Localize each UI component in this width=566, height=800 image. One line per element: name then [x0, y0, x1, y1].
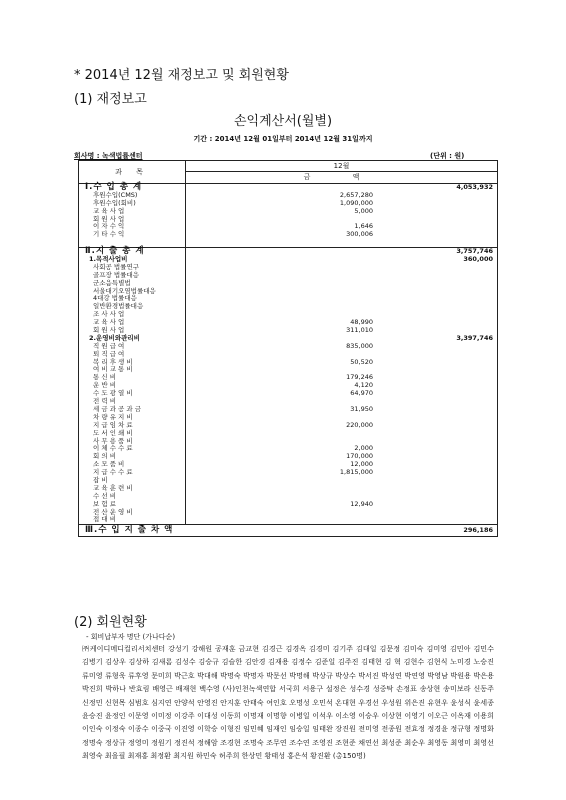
row-label: 수 도 광 열 비: [93, 389, 133, 398]
table-row: [79, 200, 497, 208]
table-row: [79, 272, 497, 280]
row-amount: 1,815,000: [339, 468, 373, 477]
organization-name: 회사명 : 녹색법률센터: [74, 152, 143, 160]
col-item-header: 과 목: [79, 161, 186, 183]
row-label: 직 원 급 여: [93, 341, 125, 350]
net-balance-label: Ⅲ.수 입 지 출 차 액: [85, 525, 174, 536]
table-row: [79, 184, 497, 192]
row-label: 복 리 후 생 비: [93, 357, 133, 366]
row-label: Ⅱ.지 출 총 계: [85, 246, 145, 257]
row-label: 기 타 수 익: [93, 230, 125, 239]
table-row: [79, 509, 497, 517]
member-list: ㈜케이디메디컬리서치센터 강성기 강해원 공재훈 금교현 김경근 김경옥 김경미 김기주 김대일 김문정 김미숙 김미영 김민아 김민수 김병기 김상우 김상하 김새롬 김성수 김승규 김슬한 김안경 김재용 김정수 김준일 김주진 김태현 김 혁 김현수 김현식 노미경 노승진 류미영 류형욱 류후영 문미희 박근호 박대해 박명숙 박명자 박문선 박명해 박상규 박상수 박서진 박성연 박연영 박영남 박원용 박은용 박진희 박하나 반효림 배영근 배재현 백수영 (사)인천녹색연합 서국희 서용구 설정은 성수경 성중탁 손정표 송상현 송미보라 신동주 신정민 신현목 심범호 심지연 안양석 안영진 안지훈 안태숙 여인호 오명성 오민석 온대현 우경선 우성원 위은진 유현우 윤성식 윤세종 윤승진 윤정인 이문영 이미정 이강주 이대성 이동희 이명재 이명향 이병일 이석우 이소영 이승우 이상현 이영기 이오근 이옥재 이용희 이인숙 이정숙 이종수 이중국 이진영 이학승 이형진 임민혜 임재인 임승일 임태완 장진원 전미영 전종원 전효정 정경윤 정규형 정명화 정명숙 정상규 정영미 정원기 정진석 정해암 조경현 조명숙 조무연 조수연 조영진 조현준 채연선 최성준 최순우 최영동 최영미 최영선 최영숙 최을필 최재홍 최정환 최지원 하민숙 허주희 한상민 황태성 홍은석 황진환 (총150명): [82, 644, 494, 761]
section-finance-heading: (1) 재정보고: [74, 92, 147, 107]
income-statement-table: [78, 160, 498, 537]
row-label: 잡 비: [93, 475, 108, 484]
table-row: [79, 264, 497, 272]
report-heading: * 2014년 12월 재정보고 및 회원현황: [74, 68, 289, 83]
table-row: [79, 366, 497, 374]
table-row: [79, 327, 497, 335]
row-total: 4,053,932: [456, 183, 493, 191]
row-label: 운 반 비: [93, 381, 116, 390]
row-label: 교 육 사 업: [93, 206, 125, 215]
row-label: 교 육 사 업: [93, 318, 125, 327]
table-row: [79, 382, 497, 390]
row-label: 지 급 수 수 료: [93, 468, 133, 477]
table-row: [79, 288, 497, 296]
table-row: [79, 208, 497, 216]
row-label: 회 원 사 업: [93, 214, 125, 223]
row-amount: 1,090,000: [339, 198, 373, 207]
row-label: 소 모 품 비: [93, 460, 125, 469]
table-row: [79, 231, 497, 239]
row-label: 도 서 인 쇄 비: [93, 428, 133, 437]
row-amount: 50,520: [350, 357, 373, 366]
table-row: [79, 516, 497, 524]
row-label: 통 신 비: [93, 373, 116, 382]
table-row: [79, 461, 497, 469]
row-total: 3,397,746: [456, 333, 493, 342]
row-label: 골프장 법률대응: [93, 270, 140, 279]
row-amount: 12,940: [350, 499, 373, 508]
row-label: 회 의 비: [93, 452, 116, 461]
row-amount: 1,646: [354, 222, 373, 231]
row-amount: 2,657,280: [339, 190, 373, 199]
col-amount-header: 금 액: [303, 173, 380, 181]
table-row: [79, 311, 497, 319]
row-label: 후원수입(회비): [93, 198, 136, 207]
net-balance-value: 296,186: [463, 526, 493, 535]
table-row: [79, 216, 497, 224]
table-row: [79, 493, 497, 501]
table-row: [79, 453, 497, 461]
table-row: [79, 374, 497, 382]
table-row: [79, 477, 497, 485]
row-label: 이 자 수 익: [93, 222, 125, 231]
row-label: 전 력 비: [93, 397, 116, 406]
row-label: 전 산 운 영 비: [93, 507, 133, 516]
report-period: 기간 : 2014년 12월 01일부터 2014년 12월 31일까지: [193, 135, 373, 143]
row-label: 교 육 훈 련 비: [93, 483, 133, 492]
row-label: 군소음특별법: [93, 278, 131, 287]
table-row: [79, 351, 497, 359]
table-row: [79, 303, 497, 311]
table-row: [79, 485, 497, 493]
row-label: 조 사 사 업: [93, 310, 125, 319]
row-amount: 220,000: [346, 420, 373, 429]
row-label: 수 선 비: [93, 491, 116, 500]
row-label: 차 량 유 지 비: [93, 412, 133, 421]
currency-unit: (단위 : 원): [430, 152, 465, 160]
table-row: [79, 192, 497, 200]
table-row: [79, 469, 497, 477]
table-row: [79, 414, 497, 422]
row-amount: 4,120: [354, 381, 373, 390]
row-label: 이 체 수 수 료: [93, 444, 133, 453]
row-amount: 300,006: [346, 230, 373, 239]
row-label: 보 험 료: [93, 499, 116, 508]
row-label: 2.운영비와관리비: [89, 333, 140, 342]
table-row: [79, 247, 497, 256]
row-total: 3,757,746: [456, 247, 493, 256]
table-row: [79, 256, 497, 264]
table-row: [79, 438, 497, 446]
table-body: [79, 184, 497, 524]
row-amount: 2,000: [354, 444, 373, 453]
row-label: 사 무 용 품 비: [93, 436, 133, 445]
table-row: [79, 343, 497, 351]
table-row: [79, 501, 497, 509]
row-amount: 170,000: [346, 452, 373, 461]
table-row: [79, 319, 497, 327]
row-amount: 64,970: [350, 389, 373, 398]
table-row: [79, 335, 497, 343]
row-label: 회 원 사 업: [93, 326, 125, 335]
table-row: [79, 406, 497, 414]
row-amount: 311,010: [346, 326, 373, 335]
row-label: 접 대 비: [93, 515, 116, 524]
row-amount: 12,000: [350, 460, 373, 469]
members-note: - 회비납부자 명단 (가나다순): [86, 633, 176, 641]
table-header: [79, 161, 497, 184]
row-amount: 835,000: [346, 341, 373, 350]
table-row: [79, 422, 497, 430]
col-month-header: 12월: [186, 161, 497, 172]
section-members-heading: (2) 회원현황: [74, 615, 147, 630]
row-label: 일반환경법률대응: [93, 302, 144, 311]
row-label: 지 급 임 차 료: [93, 420, 133, 429]
row-label: 퇴 직 급 여: [93, 349, 125, 358]
row-amount: 179,246: [346, 373, 373, 382]
row-amount: 48,990: [350, 318, 373, 327]
row-label: 세 금 과 공 과 금: [93, 404, 142, 413]
table-row: [79, 445, 497, 453]
row-amount: 31,950: [350, 404, 373, 413]
row-total: 360,000: [463, 255, 493, 264]
table-row: [79, 223, 497, 231]
table-row: [79, 398, 497, 406]
net-balance-row: [79, 524, 497, 536]
table-row: [79, 430, 497, 438]
row-label: Ⅰ.수 입 총 계: [85, 182, 143, 192]
table-row: [79, 390, 497, 398]
row-label: 서울대기오염법률대응: [93, 286, 156, 295]
table-row: [79, 359, 497, 367]
row-label: 후원수입(CMS): [93, 190, 138, 199]
row-amount: 5,000: [354, 206, 373, 215]
row-label: 사회공 법률연구: [93, 262, 140, 271]
income-statement-title: 손익계산서(월별): [233, 114, 333, 129]
row-label: 1.목적사업비: [89, 255, 128, 264]
row-label: 4대강 법률대응: [93, 294, 137, 303]
row-label: 여 비 교 통 비: [93, 365, 133, 374]
